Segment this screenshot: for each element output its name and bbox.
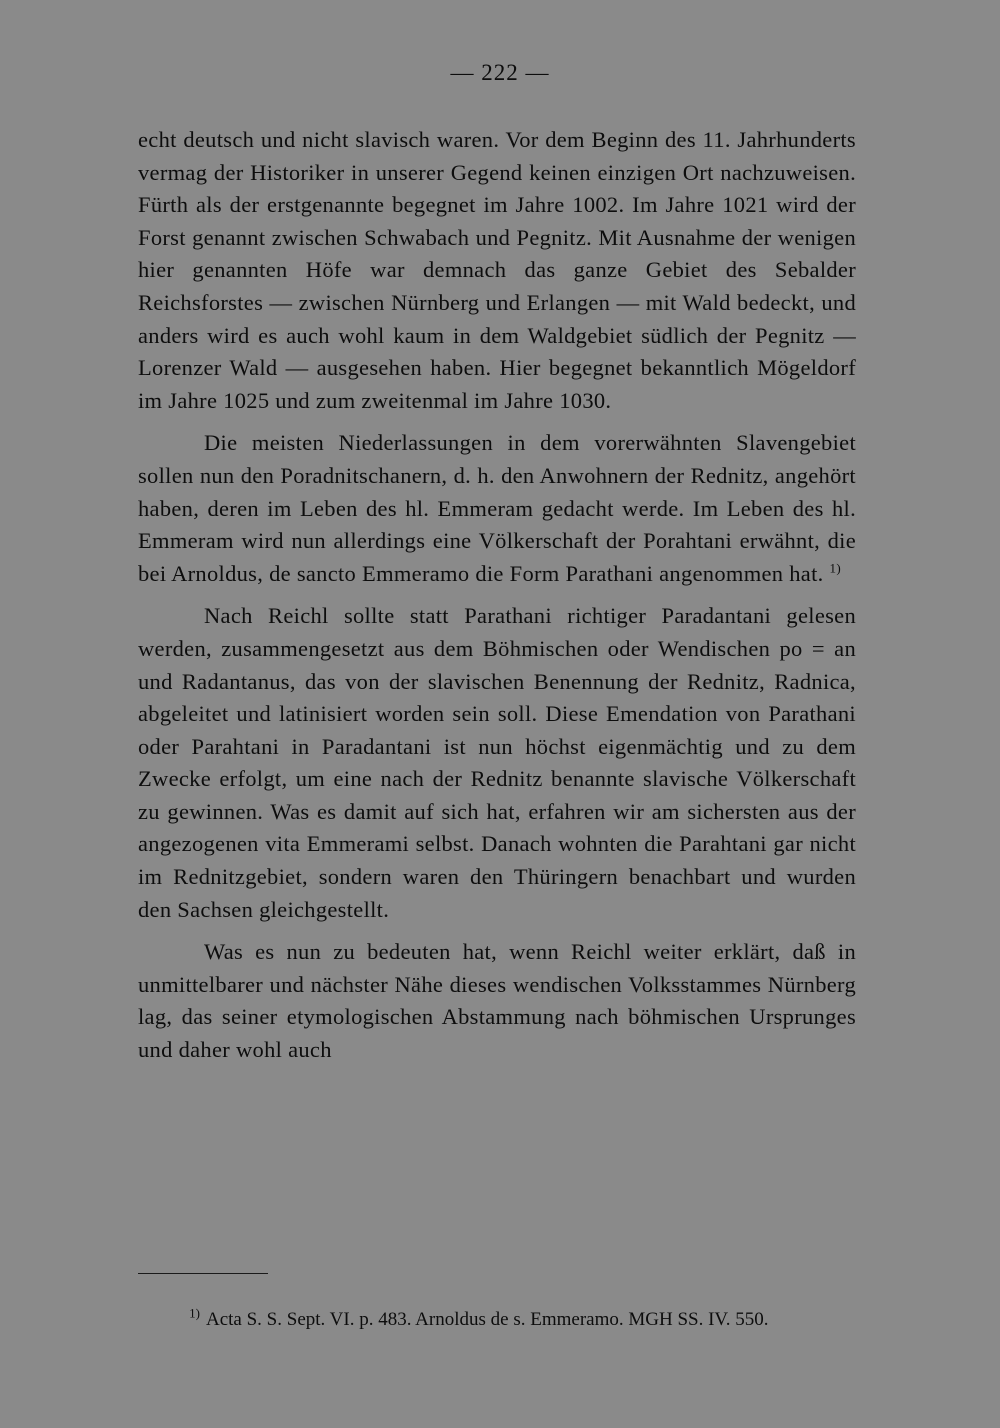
page-number: — 222 — xyxy=(450,60,550,85)
footnote-marker xyxy=(138,1306,206,1333)
footnote-marker-text: 1) xyxy=(189,1305,200,1321)
paragraph-text: Die meisten Niederlassungen in dem vorerwähnten Slavengebiet sollen nun den Poradnitschanern, d. h. den Anwohnern der Rednitz, angehört haben, deren im Leben des hl. Emmeram gedacht werde. Im Leben des hl. Emmeram wird nun allerdings eine Völkerschaft der Porahtani erwähnt, die bei Arnoldus, de sancto Emmeramo die Form Parathani angenommen hat. xyxy=(138,430,856,586)
footnote-text: Acta S. S. Sept. VI. p. 483. Arnoldus de s. Emmeramo. MGH SS. IV. 550. xyxy=(206,1309,769,1330)
paragraph xyxy=(138,936,856,1066)
footnote xyxy=(138,1306,856,1333)
footnote-reference: 1) xyxy=(829,560,841,576)
paragraph xyxy=(138,427,856,590)
paragraph xyxy=(138,124,856,417)
body-text xyxy=(138,124,856,1077)
paragraph xyxy=(138,600,856,926)
paragraph-text: Was es nun zu bedeuten hat, wenn Reichl weiter erklärt, daß in unmittelbarer und nächster Nähe dieses wendischen Volksstammes Nürnberg lag, das seiner etymologischen Abstammung nach böhmischen Ursprunges und daher wohl auch xyxy=(138,939,856,1063)
footnote-separator xyxy=(138,1273,268,1274)
paragraph-text: echt deutsch und nicht slavisch waren. Vor dem Beginn des 11. Jahrhunderts vermag der Historiker in unserer Gegend keinen einzigen Ort nachzuweisen. Fürth als der erstgenannte begegnet im Jahre 1002. Im Jahre 1021 wird der Forst genannt zwischen Schwabach und Pegnitz. Mit Ausnahme der wenigen hier genannten Höfe war demnach das ganze Gebiet des Sebalder Reichsforstes — zwischen Nürnberg und Erlangen — mit Wald bedeckt, und anders wird es auch wohl kaum in dem Waldgebiet südlich der Pegnitz — Lorenzer Wald — ausgesehen haben. Hier begegnet bekanntlich Mögeldorf im Jahre 1025 und zum zweitenmal im Jahre 1030. xyxy=(138,127,856,413)
paragraph-text: Nach Reichl sollte statt Parathani richtiger Paradantani gelesen werden, zusammengesetzt aus dem Böhmischen oder Wendischen po = an und Radantanus, das von der slavischen Benennung der Rednitz, Radnica, abgeleitet und latinisiert worden sein soll. Diese Emendation von Parathani oder Parahtani in Paradantani ist nun höchst eigenmächtig und zu dem Zwecke erfolgt, um eine nach der Rednitz benannte slavische Völkerschaft zu gewinnen. Was es damit auf sich hat, erfahren wir am sichersten aus der angezogenen vita Emmerami selbst. Danach wohnten die Parahtani gar nicht im Rednitzgebiet, sondern waren den Thüringern benachbart und wurden den Sachsen gleichgestellt. xyxy=(138,603,856,922)
